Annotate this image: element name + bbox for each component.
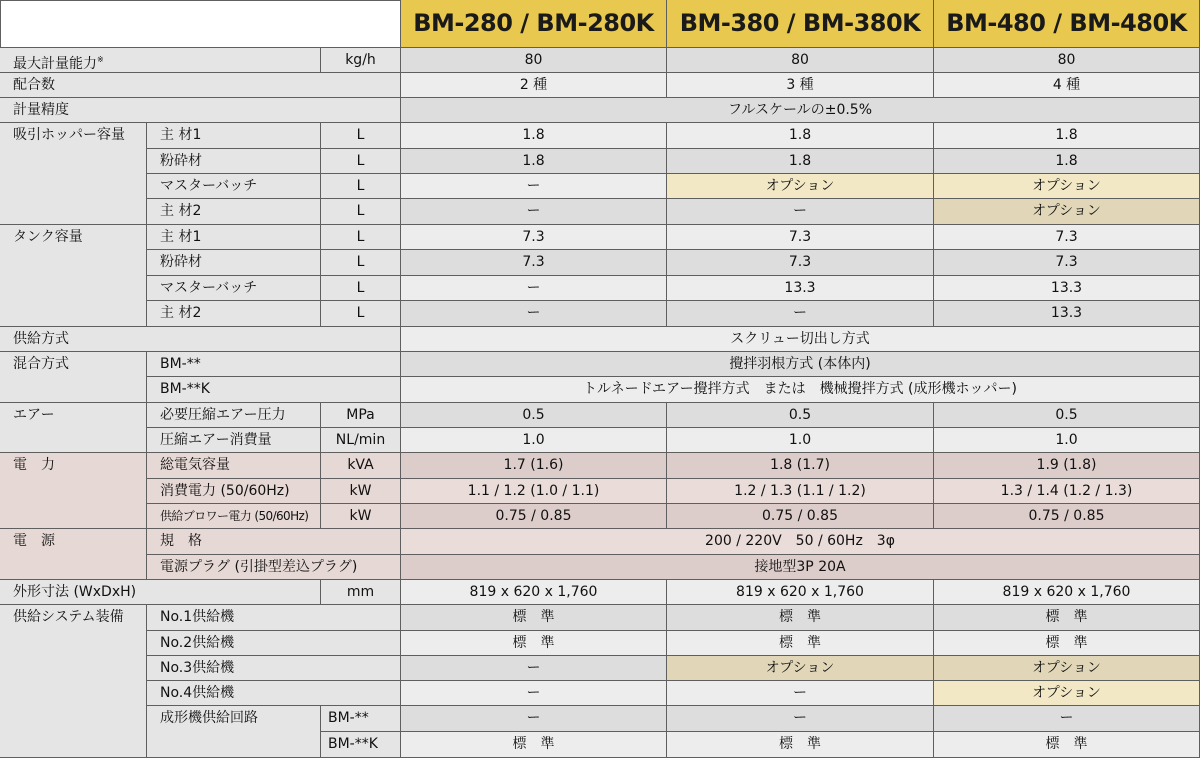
tank-item-2-value-1: 7.3 (401, 250, 667, 276)
power-item-3-value-1: 0.75 / 0.85 (401, 504, 667, 529)
source-item-2-label: 電源プラグ (引掛型差込プラグ) (147, 555, 401, 580)
power-item-2-value-2: 1.2 / 1.3 (1.1 / 1.2) (667, 479, 934, 504)
hopper-item-4-value-1: ー (401, 199, 667, 225)
power-item-1-value-1: 1.7 (1.6) (401, 453, 667, 479)
mix-count-value-2: 3 種 (667, 73, 934, 98)
supply-circuit-item-1-value-3: ー (934, 706, 1200, 732)
air-item-1-value-3: 0.5 (934, 403, 1200, 428)
mixing-item-2-label: BM-**K (147, 377, 401, 403)
supply-system-item-3-value-3: オプション (934, 656, 1200, 681)
supply-system-item-4-value-1: ー (401, 681, 667, 706)
supply-system-label: 供給システム装備 (0, 605, 147, 758)
source-item-2-value: 接地型3P 20A (401, 555, 1200, 580)
power-item-1-value-3: 1.9 (1.8) (934, 453, 1200, 479)
hopper-item-1-value-2: 1.8 (667, 123, 934, 149)
supply-circuit-item-1-value-1: ー (401, 706, 667, 732)
tank-label: タンク容量 (0, 225, 147, 327)
max-capacity-unit: kg/h (321, 48, 401, 73)
supply-system-item-2-value-3: 標 準 (934, 631, 1200, 656)
tank-item-1-value-3: 7.3 (934, 225, 1200, 250)
power-item-1-unit: kVA (321, 453, 401, 479)
mixing-item-2-value: トルネードエアー攪拌方式 または 機械攪拌方式 (成形機ホッパー) (401, 377, 1200, 403)
accuracy-value: フルスケールの±0.5% (401, 98, 1200, 123)
air-item-1-unit: MPa (321, 403, 401, 428)
air-item-2-label: 圧縮エアー消費量 (147, 428, 321, 453)
tank-item-1-unit: L (321, 225, 401, 250)
supply-system-item-4-value-2: ー (667, 681, 934, 706)
supply-circuit-item-2-label: BM-**K (321, 732, 401, 758)
air-item-1-label: 必要圧縮エアー圧力 (147, 403, 321, 428)
hopper-item-1-label: 主 材1 (147, 123, 321, 149)
supply-system-item-1-value-3: 標 準 (934, 605, 1200, 631)
air-item-2-value-3: 1.0 (934, 428, 1200, 453)
hopper-item-3-unit: L (321, 174, 401, 199)
hopper-item-1-value-1: 1.8 (401, 123, 667, 149)
hopper-item-3-label: マスターバッチ (147, 174, 321, 199)
header-corner (0, 0, 401, 48)
source-item-1-value: 200 / 220V 50 / 60Hz 3φ (401, 529, 1200, 555)
tank-item-4-value-3: 13.3 (934, 301, 1200, 327)
supply-circuit-item-1-label: BM-** (321, 706, 401, 732)
supply-system-item-3-value-1: ー (401, 656, 667, 681)
max-capacity-label: 最大計量能力※ (0, 48, 321, 73)
tank-item-2-value-2: 7.3 (667, 250, 934, 276)
supply-system-item-3-value-2: オプション (667, 656, 934, 681)
supply-system-item-1-value-1: 標 準 (401, 605, 667, 631)
hopper-item-4-value-3: オプション (934, 199, 1200, 225)
air-item-1-value-1: 0.5 (401, 403, 667, 428)
supply-system-item-1-label: No.1供給機 (147, 605, 401, 631)
tank-item-4-value-2: ー (667, 301, 934, 327)
tank-item-4-value-1: ー (401, 301, 667, 327)
power-item-2-value-3: 1.3 / 1.4 (1.2 / 1.3) (934, 479, 1200, 504)
tank-item-1-value-2: 7.3 (667, 225, 934, 250)
tank-item-3-value-3: 13.3 (934, 276, 1200, 301)
mixing-item-1-value: 攪拌羽根方式 (本体内) (401, 352, 1200, 377)
model-header-1: BM-280 / BM-280K (401, 0, 667, 48)
tank-item-3-unit: L (321, 276, 401, 301)
tank-item-3-value-1: ー (401, 276, 667, 301)
power-item-3-value-3: 0.75 / 0.85 (934, 504, 1200, 529)
mix-count-value-3: 4 種 (934, 73, 1200, 98)
hopper-item-2-label: 粉砕材 (147, 149, 321, 174)
hopper-item-4-unit: L (321, 199, 401, 225)
supply-system-item-2-value-1: 標 準 (401, 631, 667, 656)
dimensions-value-1: 819 x 620 x 1,760 (401, 580, 667, 605)
max-capacity-value-2: 80 (667, 48, 934, 73)
power-item-2-unit: kW (321, 479, 401, 504)
model-header-2: BM-380 / BM-380K (667, 0, 934, 48)
hopper-label: 吸引ホッパー容量 (0, 123, 147, 225)
power-item-1-value-2: 1.8 (1.7) (667, 453, 934, 479)
mixing-label: 混合方式 (0, 352, 147, 403)
mix-count-value-1: 2 種 (401, 73, 667, 98)
tank-item-4-label: 主 材2 (147, 301, 321, 327)
supply-method-label: 供給方式 (0, 327, 401, 352)
air-item-2-unit: NL/min (321, 428, 401, 453)
supply-system-item-3-label: No.3供給機 (147, 656, 401, 681)
source-item-1-label: 規 格 (147, 529, 401, 555)
air-item-1-value-2: 0.5 (667, 403, 934, 428)
power-item-1-label: 総電気容量 (147, 453, 321, 479)
tank-item-2-unit: L (321, 250, 401, 276)
dimensions-value-2: 819 x 620 x 1,760 (667, 580, 934, 605)
supply-system-item-1-value-2: 標 準 (667, 605, 934, 631)
hopper-item-1-value-3: 1.8 (934, 123, 1200, 149)
supply-system-item-4-value-3: オプション (934, 681, 1200, 706)
dimensions-label: 外形寸法 (WxDxH) (0, 580, 321, 605)
hopper-item-1-unit: L (321, 123, 401, 149)
power-item-2-value-1: 1.1 / 1.2 (1.0 / 1.1) (401, 479, 667, 504)
hopper-item-3-value-2: オプション (667, 174, 934, 199)
hopper-item-2-value-2: 1.8 (667, 149, 934, 174)
supply-system-item-2-label: No.2供給機 (147, 631, 401, 656)
mixing-item-1-label: BM-** (147, 352, 401, 377)
tank-item-2-value-3: 7.3 (934, 250, 1200, 276)
hopper-item-3-value-1: ー (401, 174, 667, 199)
dimensions-value-3: 819 x 620 x 1,760 (934, 580, 1200, 605)
hopper-item-2-value-1: 1.8 (401, 149, 667, 174)
supply-circuit-item-2-value-2: 標 準 (667, 732, 934, 758)
supply-circuit-item-2-value-3: 標 準 (934, 732, 1200, 758)
model-header-3: BM-480 / BM-480K (934, 0, 1200, 48)
supply-circuit-item-1-value-2: ー (667, 706, 934, 732)
tank-item-2-label: 粉砕材 (147, 250, 321, 276)
tank-item-4-unit: L (321, 301, 401, 327)
dimensions-unit: mm (321, 580, 401, 605)
power-item-3-unit: kW (321, 504, 401, 529)
tank-item-3-value-2: 13.3 (667, 276, 934, 301)
power-item-3-label: 供給ブロワー電力 (50/60Hz) (147, 504, 321, 529)
power-item-3-value-2: 0.75 / 0.85 (667, 504, 934, 529)
footnote-mark: ※ (97, 55, 104, 64)
air-label: エアー (0, 403, 147, 453)
supply-circuit-item-2-value-1: 標 準 (401, 732, 667, 758)
tank-item-3-label: マスターバッチ (147, 276, 321, 301)
hopper-item-2-value-3: 1.8 (934, 149, 1200, 174)
max-capacity-value-1: 80 (401, 48, 667, 73)
max-capacity-value-3: 80 (934, 48, 1200, 73)
tank-item-1-value-1: 7.3 (401, 225, 667, 250)
mix-count-label: 配合数 (0, 73, 401, 98)
air-item-2-value-1: 1.0 (401, 428, 667, 453)
supply-method-value: スクリュー切出し方式 (401, 327, 1200, 352)
source-label: 電 源 (0, 529, 147, 580)
supply-system-item-2-value-2: 標 準 (667, 631, 934, 656)
air-item-2-value-2: 1.0 (667, 428, 934, 453)
power-label: 電 力 (0, 453, 147, 529)
accuracy-label: 計量精度 (0, 98, 401, 123)
supply-circuit-label: 成形機供給回路 (147, 706, 321, 758)
tank-item-1-label: 主 材1 (147, 225, 321, 250)
hopper-item-2-unit: L (321, 149, 401, 174)
supply-system-item-4-label: No.4供給機 (147, 681, 401, 706)
hopper-item-3-value-3: オプション (934, 174, 1200, 199)
hopper-item-4-value-2: ー (667, 199, 934, 225)
power-item-2-label: 消費電力 (50/60Hz) (147, 479, 321, 504)
hopper-item-4-label: 主 材2 (147, 199, 321, 225)
